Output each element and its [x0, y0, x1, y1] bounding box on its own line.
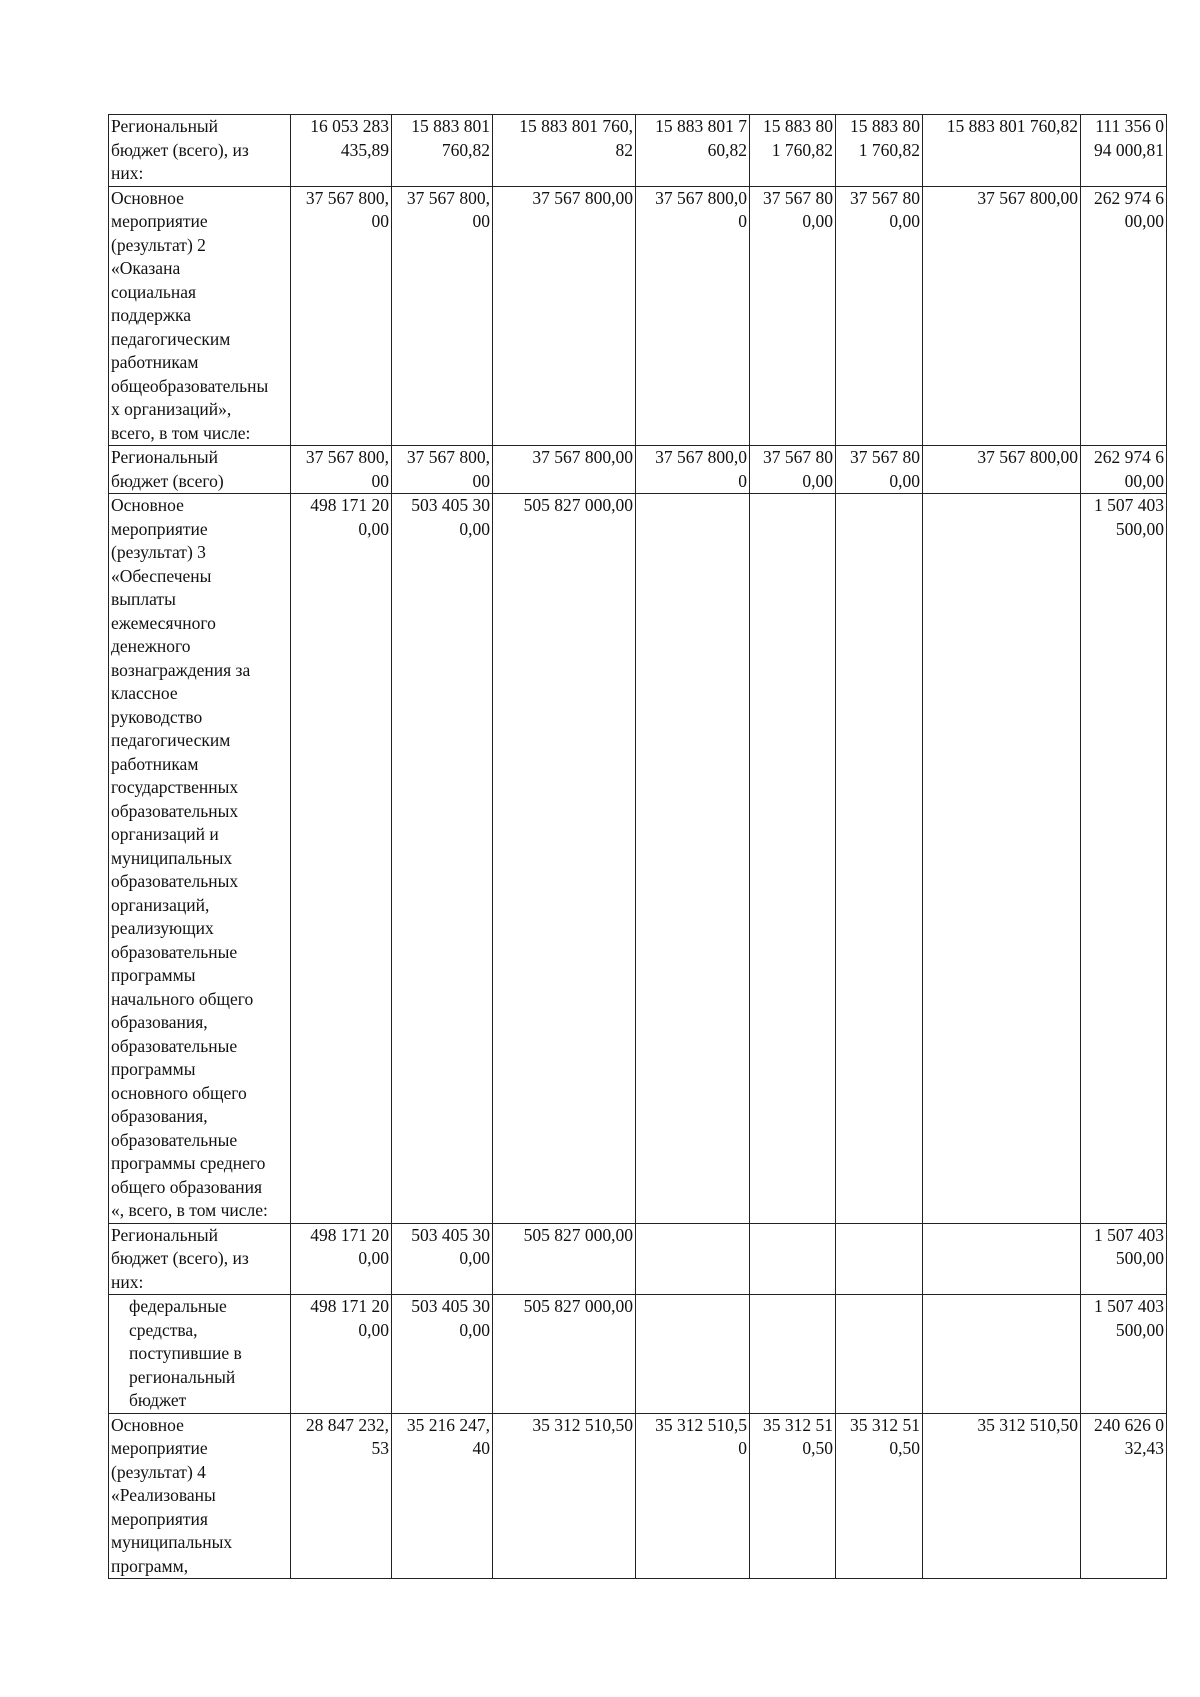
- table-cell-value: 503 405 30 0,00: [392, 494, 493, 1224]
- table-cell-value: 15 883 80 1 760,82: [750, 115, 836, 187]
- table-row: [109, 494, 1167, 1224]
- table-cell-value: 240 626 0 32,43: [1081, 1413, 1167, 1579]
- table-cell-value: 35 312 510,5 0: [636, 1413, 750, 1579]
- table-cell-value: 1 507 403 500,00: [1081, 1223, 1167, 1295]
- table-cell-value: 505 827 000,00: [493, 494, 636, 1224]
- table-cell-value: [923, 1223, 1081, 1295]
- table-cell-value: 15 883 801 7 60,82: [636, 115, 750, 187]
- table-cell-value: 503 405 30 0,00: [392, 1295, 493, 1414]
- table-cell-value: 28 847 232, 53: [291, 1413, 392, 1579]
- table-cell-value: [750, 494, 836, 1224]
- table-cell-value: 262 974 6 00,00: [1081, 446, 1167, 494]
- table-cell-value: 111 356 0 94 000,81: [1081, 115, 1167, 187]
- table-cell-value: [836, 1223, 923, 1295]
- table-cell-value: [636, 1223, 750, 1295]
- table-cell-value: 262 974 6 00,00: [1081, 186, 1167, 446]
- table-row: [109, 1413, 1167, 1579]
- table-cell-value: [636, 1295, 750, 1414]
- table-cell-value: 1 507 403 500,00: [1081, 494, 1167, 1224]
- table-cell-value: 35 216 247, 40: [392, 1413, 493, 1579]
- table-cell-value: 37 567 80 0,00: [836, 186, 923, 446]
- table-cell-value: 35 312 51 0,50: [836, 1413, 923, 1579]
- table-cell-value: 37 567 800,0 0: [636, 446, 750, 494]
- row-label: Основное мероприятие (результат) 2 «Оказана социальная поддержка педагогическим работникам общеобразовательны х организаций», всего, в том числе:: [109, 186, 291, 446]
- table-cell-value: 1 507 403 500,00: [1081, 1295, 1167, 1414]
- table-cell-value: 37 567 800, 00: [392, 186, 493, 446]
- table-cell-value: 498 171 20 0,00: [291, 1295, 392, 1414]
- table-cell-value: 37 567 800, 00: [291, 186, 392, 446]
- table-cell-value: 37 567 800,00: [493, 186, 636, 446]
- table-cell-value: [923, 1295, 1081, 1414]
- row-label: Основное мероприятие (результат) 3 «Обеспечены выплаты ежемесячного денежного вознаграждения за классное руководство педагогическим работникам государственных образовательных организаций и муниципальных образовательных организаций, реализующих образовательные программы начального общего образования, образовательные программы основного общего образования, образовательные программы среднего общего образования «, всего, в том числе:: [109, 494, 291, 1224]
- table-body: [109, 115, 1167, 1579]
- table-cell-value: 498 171 20 0,00: [291, 1223, 392, 1295]
- table-cell-value: 37 567 800,00: [923, 186, 1081, 446]
- table-cell-value: 15 883 801 760,82: [923, 115, 1081, 187]
- row-label: Региональный бюджет (всего), из них:: [109, 1223, 291, 1295]
- table-row: [109, 115, 1167, 187]
- table-cell-value: [836, 1295, 923, 1414]
- row-label: Основное мероприятие (результат) 4 «Реализованы мероприятия муниципальных программ,: [109, 1413, 291, 1579]
- table-cell-value: 503 405 30 0,00: [392, 1223, 493, 1295]
- table-cell-value: 505 827 000,00: [493, 1223, 636, 1295]
- table-cell-value: 16 053 283 435,89: [291, 115, 392, 187]
- table-cell-value: [750, 1223, 836, 1295]
- table-cell-value: 37 567 80 0,00: [750, 446, 836, 494]
- table-cell-value: 15 883 801 760, 82: [493, 115, 636, 187]
- table-cell-value: [923, 494, 1081, 1224]
- table-row: [109, 1295, 1167, 1414]
- budget-table: [108, 114, 1167, 1579]
- table-cell-value: 505 827 000,00: [493, 1295, 636, 1414]
- table-cell-value: 35 312 51 0,50: [750, 1413, 836, 1579]
- table-cell-value: 498 171 20 0,00: [291, 494, 392, 1224]
- table-cell-value: 15 883 801 760,82: [392, 115, 493, 187]
- table-row: [109, 1223, 1167, 1295]
- table-row: [109, 446, 1167, 494]
- table-cell-value: [750, 1295, 836, 1414]
- table-cell-value: 35 312 510,50: [923, 1413, 1081, 1579]
- table-cell-value: 37 567 800,00: [493, 446, 636, 494]
- row-label: федеральные средства, поступившие в региональный бюджет: [109, 1295, 291, 1414]
- table-cell-value: 37 567 800, 00: [291, 446, 392, 494]
- row-label: Региональный бюджет (всего): [109, 446, 291, 494]
- table-cell-value: 15 883 80 1 760,82: [836, 115, 923, 187]
- table-cell-value: 37 567 800,0 0: [636, 186, 750, 446]
- table-cell-value: 37 567 80 0,00: [750, 186, 836, 446]
- table-row: [109, 186, 1167, 446]
- row-label: Региональный бюджет (всего), из них:: [109, 115, 291, 187]
- table-cell-value: 37 567 80 0,00: [836, 446, 923, 494]
- table-cell-value: [636, 494, 750, 1224]
- table-cell-value: 37 567 800, 00: [392, 446, 493, 494]
- table-cell-value: 37 567 800,00: [923, 446, 1081, 494]
- table-cell-value: 35 312 510,50: [493, 1413, 636, 1579]
- table-cell-value: [836, 494, 923, 1224]
